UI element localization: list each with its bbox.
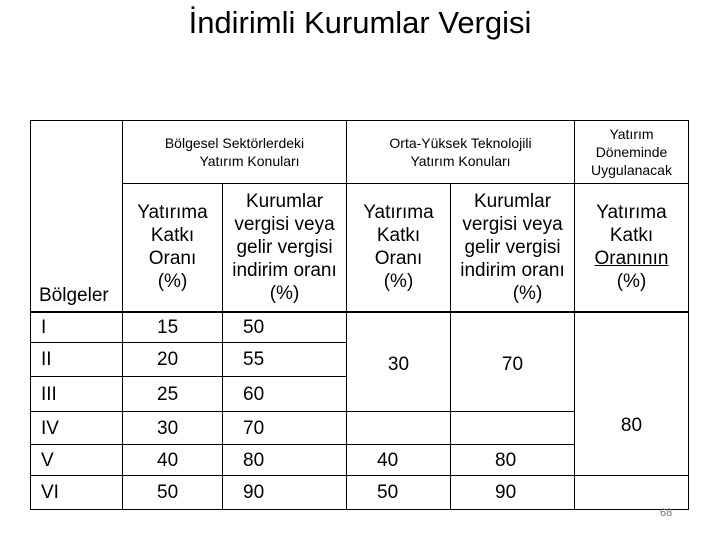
contribution-cell: 15 xyxy=(123,312,223,343)
contribution-cell: 50 xyxy=(123,476,223,510)
during-contribution-header xyxy=(575,184,689,312)
header-line: vergisi veya xyxy=(462,213,563,235)
during-empty-cell xyxy=(575,312,689,343)
header-line: Katkı xyxy=(150,225,195,247)
header-line: (%) xyxy=(157,271,188,293)
header-line: Oranı xyxy=(148,248,197,270)
table-row xyxy=(31,445,689,476)
header-line: (%) xyxy=(512,282,543,304)
header-line: (%) xyxy=(269,282,300,304)
tech-contribution-cell: 50 xyxy=(347,476,451,510)
contribution-header xyxy=(123,184,223,312)
tech-merged-contribution: 30 xyxy=(347,343,451,412)
during-header-line: Yatırım xyxy=(609,126,654,142)
tech-tax-rate-cell: 80 xyxy=(451,445,575,476)
contribution-cell: 25 xyxy=(123,377,223,412)
corner-cell xyxy=(31,121,123,184)
table-row xyxy=(31,476,689,510)
header-line: Oranının xyxy=(594,248,669,270)
header-line: indirim oranı xyxy=(460,259,565,281)
during-empty-cell xyxy=(575,476,689,510)
header-line: vergisi veya xyxy=(234,213,335,235)
tech-group-header xyxy=(347,121,575,184)
tax-rate-cell: 90 xyxy=(223,476,347,510)
header-line: Kurumlar xyxy=(473,190,552,212)
regional-header-line: Yatırım Konuları xyxy=(199,153,300,169)
tax-table xyxy=(30,120,689,510)
tech-tax-rate-cell: 90 xyxy=(451,476,575,510)
region-cell: VI xyxy=(31,476,123,510)
region-cell: IV xyxy=(31,412,123,445)
tax-rate-cell: 60 xyxy=(223,377,347,412)
tech-empty-cell xyxy=(347,412,451,445)
header-line: Katkı xyxy=(609,225,654,247)
tech-empty-cell xyxy=(347,312,451,343)
contribution-cell: 20 xyxy=(123,343,223,377)
table-row xyxy=(31,312,689,343)
header-line: Oranı xyxy=(374,248,423,270)
contribution-cell: 40 xyxy=(123,445,223,476)
during-group-header xyxy=(575,121,689,184)
region-cell: II xyxy=(31,343,123,377)
tech-header-line: Orta-Yüksek Teknolojili xyxy=(389,135,532,151)
regional-group-header xyxy=(123,121,347,184)
regional-header-line: Bölgesel Sektörlerdeki xyxy=(164,135,305,151)
tech-header-line: Yatırım Konuları xyxy=(410,153,511,169)
region-cell: III xyxy=(31,377,123,412)
tech-contribution-header xyxy=(347,184,451,312)
during-header-line: Döneminde xyxy=(595,144,668,160)
header-line: Yatırıma xyxy=(363,202,434,224)
during-header-line: Uygulanacak xyxy=(591,162,672,178)
regions-header: Bölgeler xyxy=(31,184,123,312)
tech-merged-tax-rate: 70 xyxy=(451,343,575,412)
column-header-row xyxy=(31,184,689,312)
tax-rate-header xyxy=(223,184,347,312)
tax-rate-cell: 70 xyxy=(223,412,347,445)
header-line: gelir vergisi xyxy=(236,236,333,258)
table-row xyxy=(31,343,689,377)
tax-rate-cell: 50 xyxy=(223,312,347,343)
header-line: Kurumlar xyxy=(245,190,324,212)
contribution-cell: 30 xyxy=(123,412,223,445)
header-line: Katkı xyxy=(376,225,421,247)
tax-rate-cell: 80 xyxy=(223,445,347,476)
region-cell: I xyxy=(31,312,123,343)
page-number: 68 xyxy=(660,507,673,519)
header-line: indirim oranı xyxy=(232,259,337,281)
group-header-row xyxy=(31,121,689,184)
page-title: İndirimli Kurumlar Vergisi xyxy=(188,5,532,40)
during-merged-value: 80 xyxy=(575,343,689,445)
tech-empty-cell xyxy=(451,312,575,343)
tech-contribution-cell: 40 xyxy=(347,445,451,476)
header-line: Yatırıma xyxy=(137,202,208,224)
header-line: (%) xyxy=(616,271,647,293)
tech-empty-cell xyxy=(451,412,575,445)
header-line: gelir vergisi xyxy=(464,236,561,258)
during-empty-cell xyxy=(575,445,689,476)
header-line: Yatırıma xyxy=(596,202,667,224)
tech-tax-rate-header xyxy=(451,184,575,312)
region-cell: V xyxy=(31,445,123,476)
tax-rate-cell: 55 xyxy=(223,343,347,377)
header-line: (%) xyxy=(383,271,414,293)
